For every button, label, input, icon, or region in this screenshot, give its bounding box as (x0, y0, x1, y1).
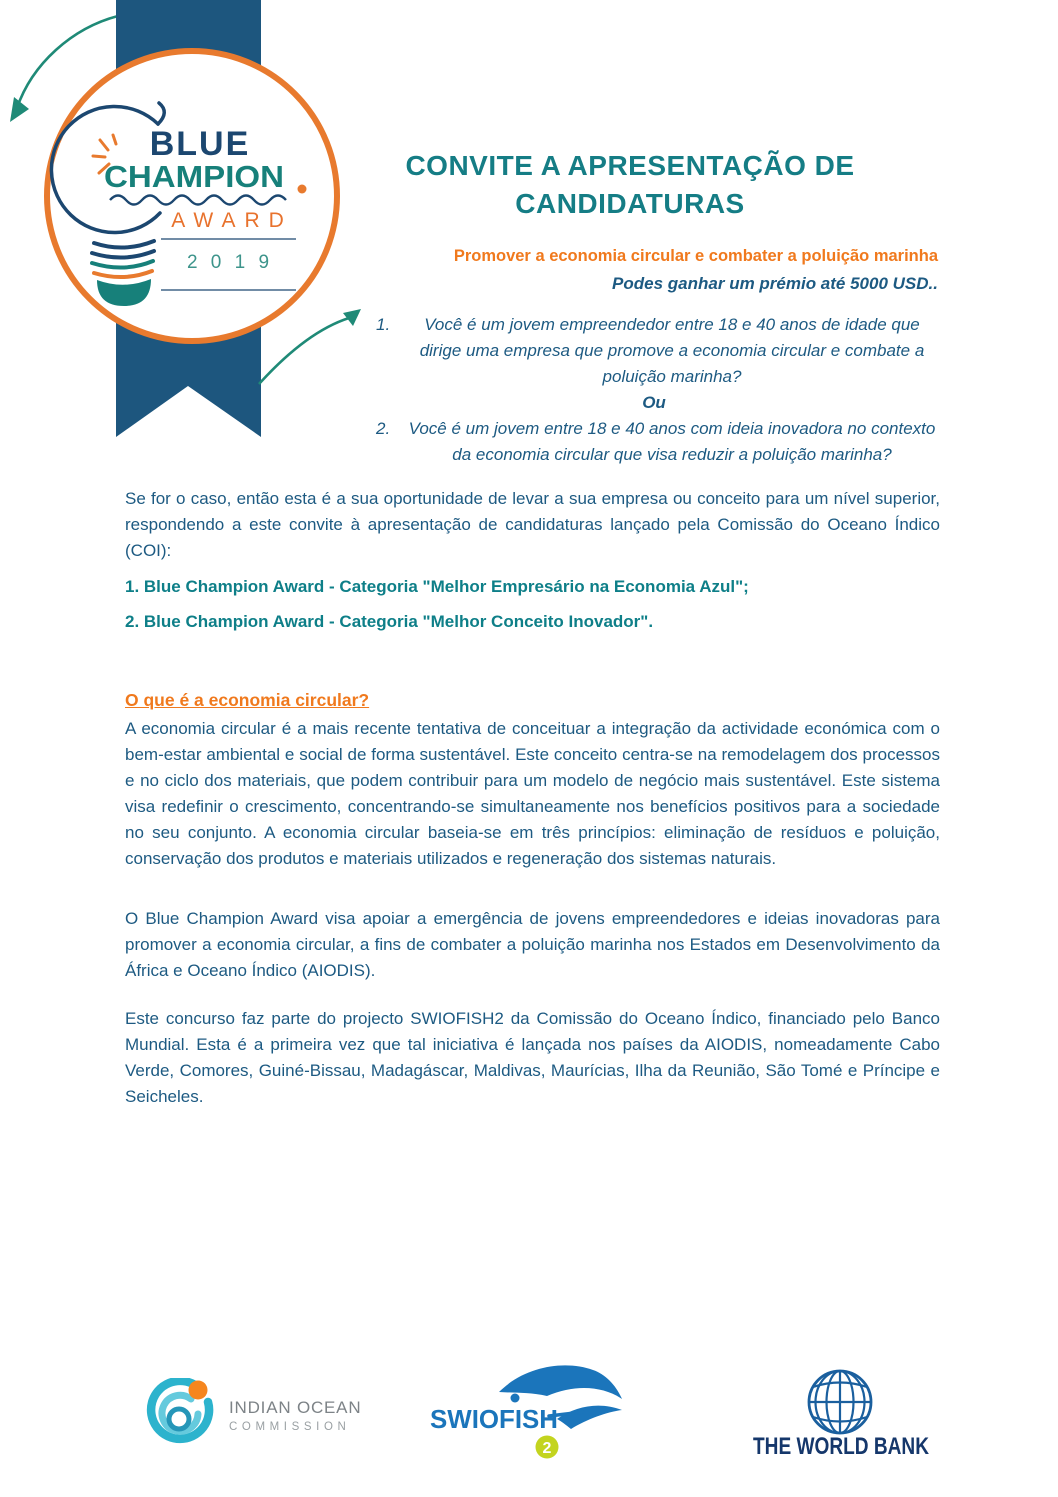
paragraph-swiofish-project: Este concurso faz parte do projecto SWIOFISH2 da Comissão do Oceano Índico, financiado pelo Banco Mundial. Esta é a primeira vez que tal iniciativa é lançada nos países da AIODIS, nomeadamente Cabo Verde, Comores, Guiné-Bissau, Madagáscar, Maldivas, Maurícias, Ilha da Reunião, São Tomé e Príncipe e Seicheles. (125, 1009, 940, 1106)
swiofish-fish-icon (425, 1358, 630, 1482)
blue-champion-award-logo (0, 0, 380, 460)
curved-arrow-right-icon (259, 309, 361, 384)
swiofish-wordmark: SWIOFISH (430, 1404, 558, 1434)
question-text: Você é um jovem empreendedor entre 18 e 40 anos de idade que dirige uma empresa que promove a economia circular e combate a poluição marinha? (419, 315, 925, 386)
question-text: Você é um jovem entre 18 e 40 anos com ideia inovadora no contexto da economia circular que visa reduzir a poluição marinha? (408, 419, 936, 464)
title-line-2: CANDIDATURAS (515, 188, 745, 219)
ioc-wordmark (229, 1398, 361, 1433)
ioc-swirl-icon (145, 1378, 215, 1452)
question-item-2 (368, 416, 940, 468)
subtitle-orange: Promover a economia circular e combater a poluição marinha (453, 247, 938, 265)
question-item-1 (368, 312, 940, 390)
swiofish-phase-number: 2 (542, 1440, 552, 1457)
page-title (320, 147, 940, 223)
trademark-dot (298, 185, 307, 194)
world-bank-logo (742, 1358, 957, 1490)
questions-list (368, 312, 940, 468)
paragraph-circular-economy: A economia circular é a mais recente tentativa de conceituar a integração da actividade económica com o bem-estar ambiental e social de forma sustentável. Este conceito centra-se na remodelagem dos processos e no ciclo dos materiais, que podem contribuir para um modelo de negócio mais sustentável. Este sistema visa redefinir o crescimento, concentrando-se simultaneamente nos benefícios positivos para a sociedade no seu conjunto. A economia circular baseia-se em três princípios: eliminação de resíduos e poluição, conservação dos produtos e materiais utilizados e regeneração dos sistemas naturais. (125, 719, 940, 868)
title-line-1: CONVITE A APRESENTAÇÃO DE (405, 150, 855, 181)
intro-paragraph: Se for o caso, então esta é a sua oportunidade de levar a sua empresa ou conceito para um nível superior, respondendo a este convite à apresentação de candidaturas lançado pela Comissão do Oceano Índico (COI): (125, 489, 940, 560)
question-number: 1. (376, 315, 391, 334)
worldbank-wordmark: THE WORLD BANK (753, 1433, 930, 1460)
badge-word-award: AWARD (171, 209, 293, 232)
ioc-name: INDIAN OCEAN (229, 1397, 362, 1417)
ioc-subname: COMMISSION (229, 1420, 351, 1433)
category-1: 1. Blue Champion Award - Categoria "Melhor Empresário na Economia Azul"; (125, 577, 749, 596)
paragraph-award-goal: O Blue Champion Award visa apoiar a emergência de jovens empreendedores e ideias inovadoras para promover a economia circular, a fins de combater a poluição marinha nos Estados em Desenvolvimento da África e Oceano Índico (AIODIS). (125, 909, 940, 980)
question-number: 2. (376, 419, 391, 438)
badge-circle (47, 51, 337, 341)
subtitle (300, 243, 938, 297)
questions-connector: Ou (642, 393, 666, 412)
category-2: 2. Blue Champion Award - Categoria "Melhor Conceito Inovador". (125, 612, 654, 631)
badge-word-champion: CHAMPION (104, 159, 284, 194)
badge-word-blue: BLUE (149, 125, 251, 163)
globe-icon (742, 1358, 957, 1490)
badge-year: 2 0 1 9 (186, 252, 274, 273)
subtitle-prize: Podes ganhar um prémio até 5000 USD.. (612, 274, 938, 293)
indian-ocean-commission-logo (115, 1355, 405, 1475)
swiofish2-logo (425, 1358, 630, 1482)
section-heading: O que é a economia circular? (125, 690, 370, 710)
